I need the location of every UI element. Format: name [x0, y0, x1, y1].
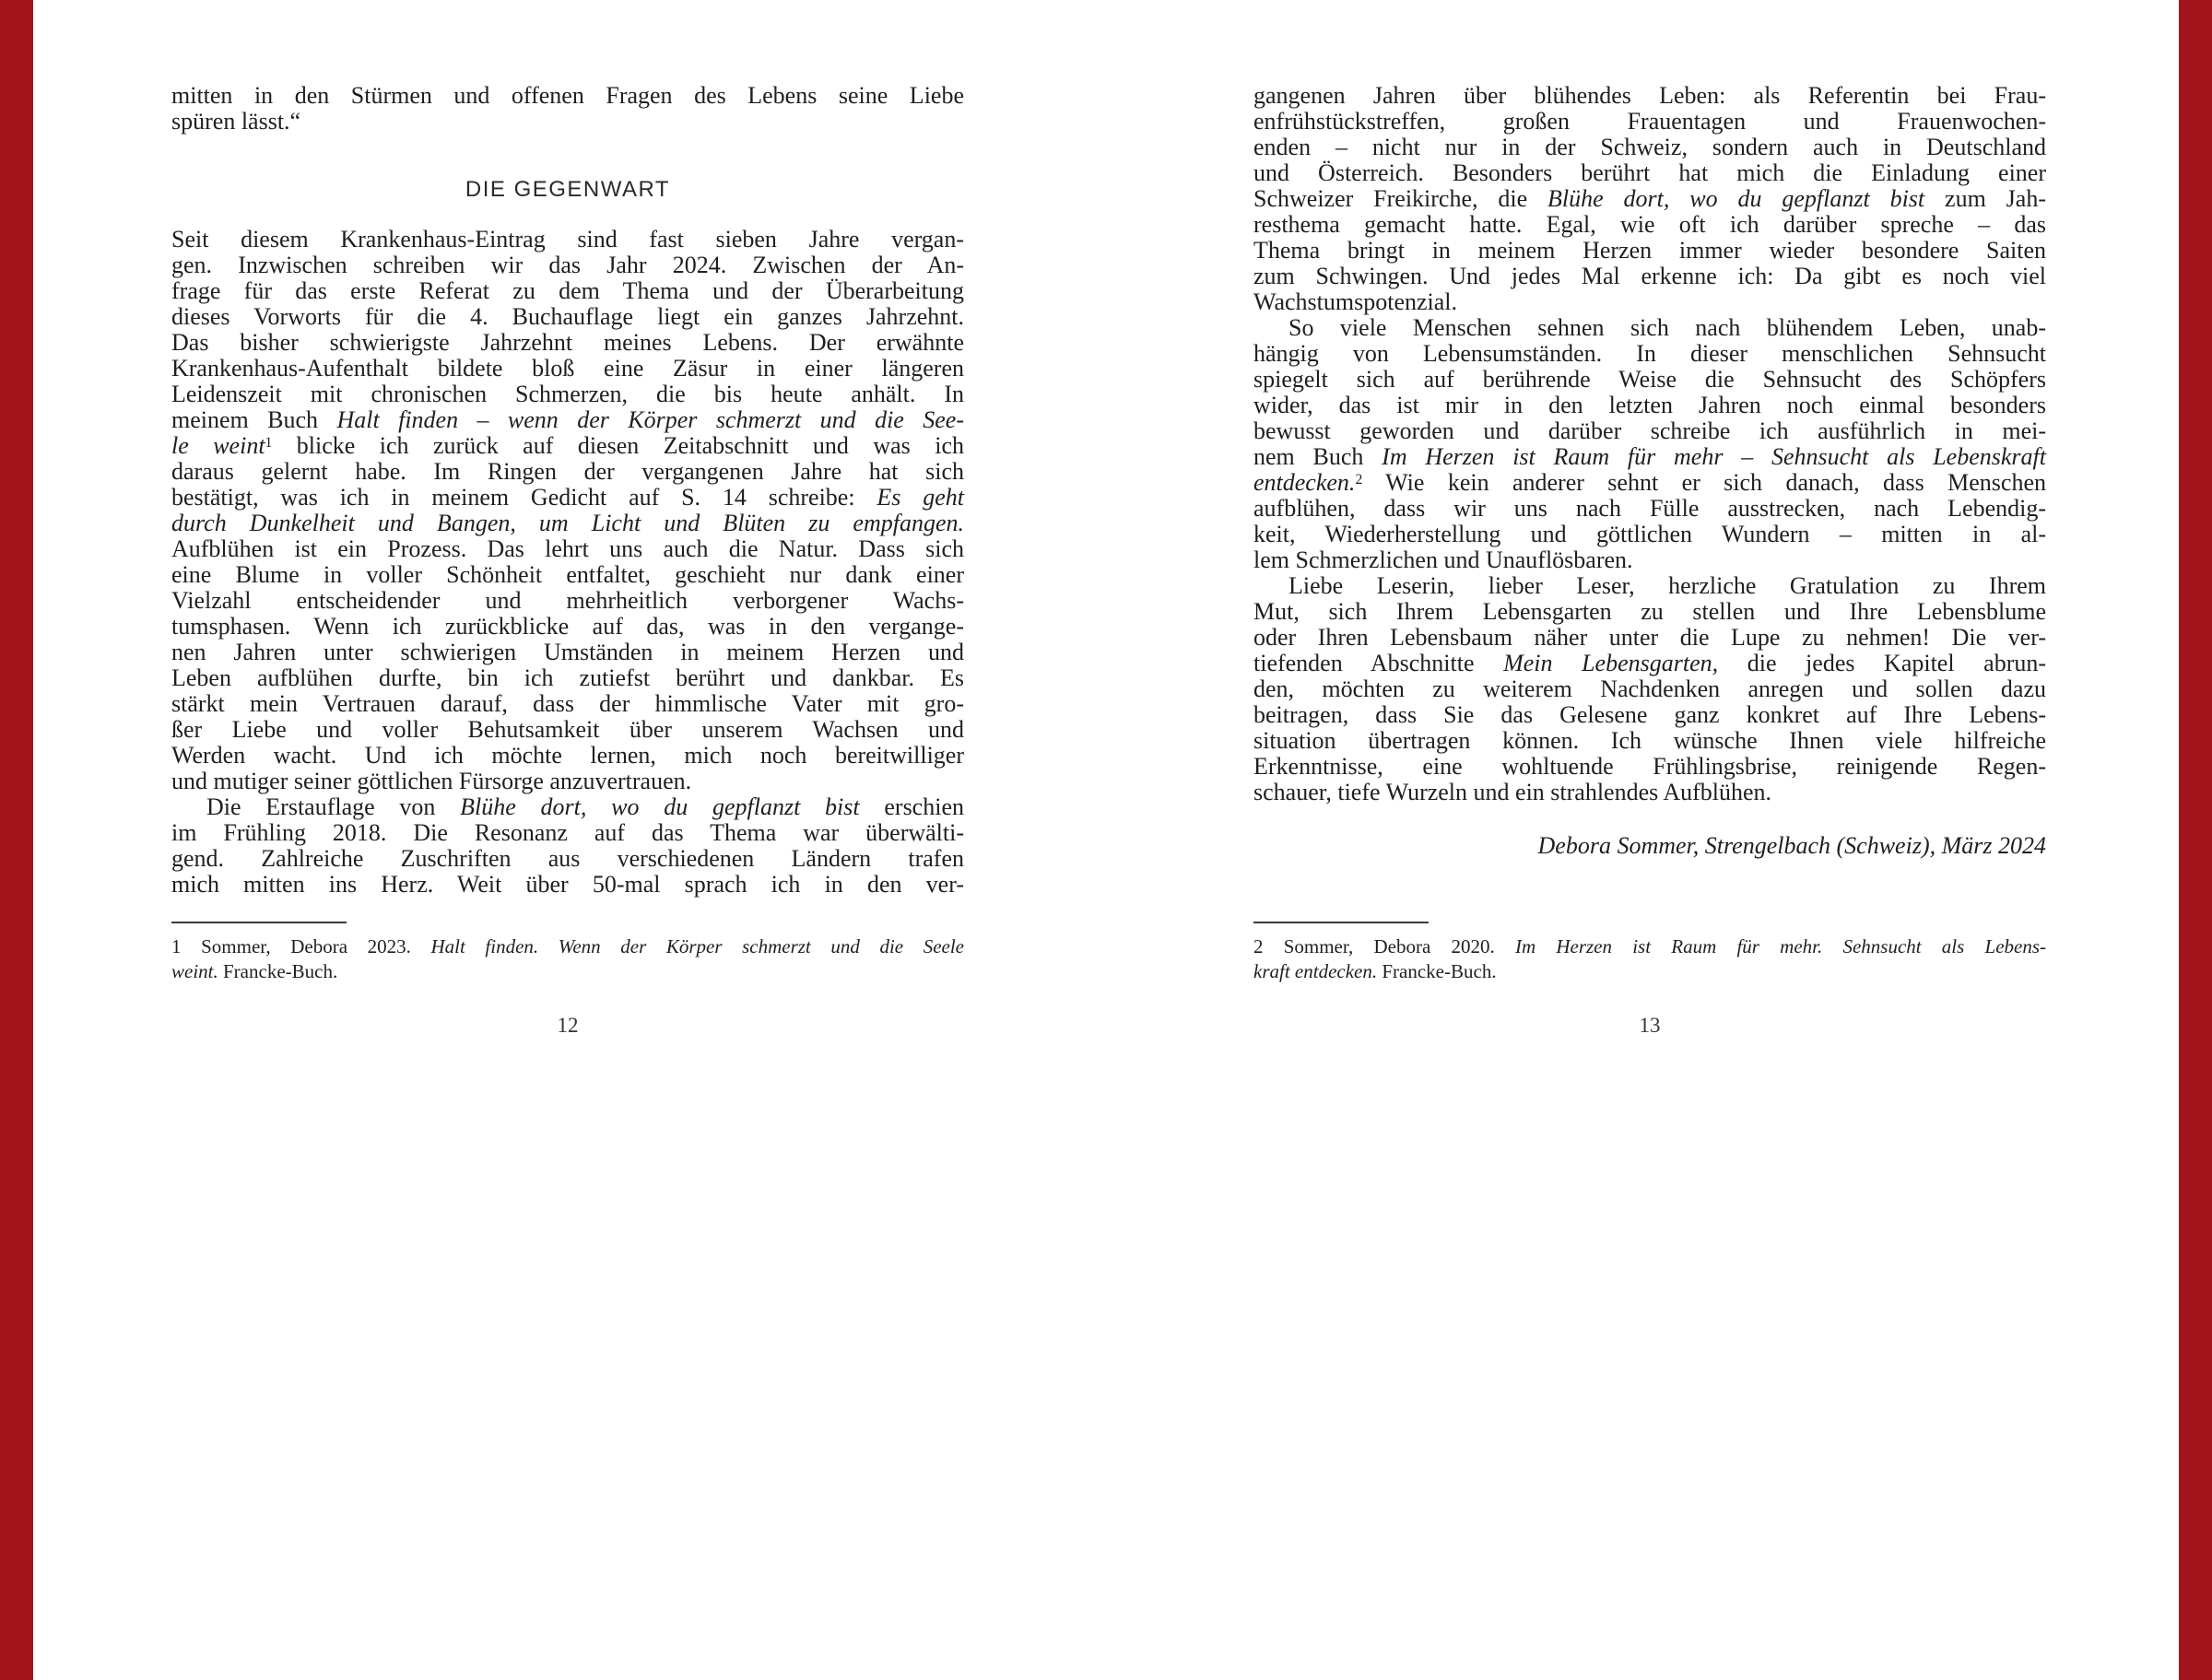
text-line: und mutiger seiner göttlichen Fürsorge anzuvertrauen. — [171, 768, 692, 794]
text-line: gangenen Jahren über blühendes Leben: als Referentin bei Frau- — [1253, 82, 2046, 109]
text-line: Leben aufblühen durfte, bin ich zutiefst berührt und dankbar. Es — [171, 664, 964, 691]
signature-line: Debora Sommer, Strengelbach (Schweiz), März 2024 — [1537, 832, 2046, 859]
paragraph — [1253, 83, 2046, 315]
italic-text: Blühe dort, wo du gepflanzt bist — [1547, 185, 1925, 212]
italic-text: le weint — [171, 432, 265, 459]
text-line: nem Buch Im Herzen ist Raum für mehr – Sehnsucht als Lebenskraft — [1253, 443, 2046, 470]
italic-text: weint. — [171, 960, 218, 982]
text-line: zum Schwingen. Und jedes Mal erkenne ich: Da gibt es noch viel — [1253, 263, 2046, 289]
text-line: schauer, tiefe Wurzeln und ein strahlendes Aufblühen. — [1253, 779, 1772, 805]
text-line: 1 Sommer, Debora 2023. Halt finden. Wenn der Körper schmerzt und die Seele — [171, 935, 964, 957]
text-line: dieses Vorworts für die 4. Buchauflage liegt ein ganzes Jahrzehnt. — [171, 303, 964, 330]
text-line: Werden wacht. Und ich möchte lernen, mich noch bereitwilliger — [171, 742, 964, 769]
page-body — [1253, 83, 2046, 859]
footnote-rule — [171, 922, 347, 923]
italic-text: Mein Lebensgarten, — [1503, 650, 1719, 676]
text-line: Mut, sich Ihrem Lebensgarten zu stellen und Ihre Lebensblume — [1253, 598, 2046, 625]
text-line: keit, Wiederherstellung und göttlichen Wundern – mitten in al- — [1253, 521, 2046, 547]
text-line: stärkt mein Vertrauen darauf, dass der himmlische Vater mit gro- — [171, 690, 964, 717]
text-line: enden – nicht nur in der Schweiz, sondern auch in Deutschland — [1253, 134, 2046, 160]
paragraph — [171, 83, 964, 135]
text-line: Liebe Leserin, lieber Leser, herzliche Gratulation zu Ihrem — [1288, 572, 2046, 599]
italic-text: Halt finden. Wenn der Körper schmerzt und die Seele — [430, 935, 964, 957]
footnote-lines — [1253, 934, 2046, 984]
page-left — [33, 0, 1106, 1680]
text-line: tumsphasen. Wenn ich zurückblicke auf das, was in den vergange- — [171, 613, 964, 640]
cover-edge-right — [2179, 0, 2212, 1680]
text-line: Schweizer Freikirche, die Blühe dort, wo du gepflanzt bist zum Jah- — [1253, 185, 2046, 212]
text-line: Die Erstauflage von Blühe dort, wo du gepflanzt bist erschien — [206, 793, 964, 820]
footnote-lines — [171, 934, 964, 984]
text-line: situation übertragen können. Ich wünsche Ihnen viele hilfreiche — [1253, 727, 2046, 754]
text-line: bestätigt, was ich in meinem Gedicht auf S. 14 schreibe: Es geht — [171, 484, 965, 511]
italic-text: Im Herzen ist Raum für mehr. Sehnsucht als Lebens- — [1514, 935, 2047, 957]
text-line: bewusst geworden und darüber schreibe ich ausführlich in mei- — [1253, 417, 2046, 444]
section-heading: DIE GEGENWART — [465, 177, 671, 202]
text-line: wider, das ist mir in den letzten Jahren noch einmal besonders — [1253, 392, 2046, 418]
text-line: kraft entdecken. Francke-Buch. — [1253, 960, 1497, 982]
text-line: Seit diesem Krankenhaus-Eintrag sind fast sieben Jahre vergan- — [171, 226, 964, 253]
text-line: Krankenhaus-Aufenthalt bildete bloß eine Zäsur in einer längeren — [171, 355, 964, 382]
text-line: gen. Inzwischen schreiben wir das Jahr 2024. Zwischen der An- — [171, 252, 964, 278]
text-line: lem Schmerzlichen und Unauflösbaren. — [1253, 546, 1633, 573]
text-line: Wachstumspotenzial. — [1253, 288, 1458, 315]
footnote-rule — [1253, 922, 1429, 923]
text-line: Aufblühen ist ein Prozess. Das lehrt uns auch die Natur. Dass sich — [171, 535, 964, 562]
text-line: gend. Zahlreiche Zuschriften aus verschiedenen Ländern trafen — [171, 845, 964, 872]
page-number: 12 — [557, 1014, 579, 1037]
page-body — [171, 83, 964, 898]
italic-text: Halt finden – wenn der Körper schmerzt und die See- — [336, 406, 964, 433]
text-line: Erkenntnisse, eine wohltuende Frühlingsbrise, reinigende Regen- — [1253, 753, 2046, 780]
text-line: daraus gelernt habe. Im Ringen der vergangenen Jahre hat sich — [171, 458, 964, 485]
text-line: nen Jahren unter schwierigen Umständen in meinem Herzen und — [171, 639, 964, 665]
text-line: frage für das erste Referat zu dem Thema und der Überarbeitung — [171, 277, 964, 304]
text-line: weint. Francke-Buch. — [171, 960, 338, 982]
text-line — [171, 511, 964, 536]
text-line: Thema bringt in meinem Herzen immer wieder besondere Saiten — [1253, 237, 2046, 264]
text-line: ßer Liebe und voller Behutsamkeit über unserem Wachsen und — [171, 716, 964, 743]
text-line: 2 Sommer, Debora 2020. Im Herzen ist Raum für mehr. Sehnsucht als Lebens- — [1253, 935, 2047, 957]
text-line: spiegelt sich auf berührende Weise die Sehnsucht des Schöpfers — [1253, 366, 2046, 393]
text-line: resthema gemacht hatte. Egal, wie oft ich darüber spreche – das — [1253, 211, 2046, 238]
text-line: aufblühen, dass wir uns nach Fülle ausstrecken, nach Lebendig- — [1253, 495, 2046, 522]
italic-text: kraft entdecken. — [1253, 960, 1378, 982]
text-line: enfrühstückstreffen, großen Frauentagen und Frauenwochen- — [1253, 108, 2046, 135]
italic-text: Es geht — [877, 484, 965, 511]
text-line: oder Ihren Lebensbaum näher unter die Lupe zu nehmen! Die ver- — [1253, 624, 2046, 651]
text-line: eine Blume in voller Schönheit entfaltet, geschieht nur dank einer — [171, 561, 964, 588]
italic-text: durch Dunkelheit und Bangen, um Licht und Blüten zu empfangen. — [171, 510, 964, 536]
footnote — [1253, 922, 2046, 984]
text-line: Das bisher schwierigste Jahrzehnt meines Lebens. Der erwähnte — [171, 329, 964, 356]
italic-text: entdecken. — [1253, 469, 1356, 496]
footnote — [171, 922, 964, 984]
footnote-marker: 1 — [265, 434, 273, 451]
italic-text: Im Herzen ist Raum für mehr – Sehnsucht als Lebenskraft — [1382, 443, 2046, 470]
text-line: hängig von Lebensumständen. In dieser menschlichen Sehnsucht — [1253, 340, 2046, 367]
text-line: mitten in den Stürmen und offenen Fragen des Lebens seine Liebe — [171, 82, 964, 109]
text-line: spüren lässt.“ — [171, 108, 301, 135]
footnote-marker: 2 — [1355, 471, 1363, 488]
italic-text: Blühe dort, wo du gepflanzt bist — [460, 793, 860, 820]
text-line: tiefenden Abschnitte Mein Lebensgarten, die jedes Kapitel abrun- — [1253, 650, 2047, 676]
text-line: Vielzahl entscheidender und mehrheitlich verborgener Wachs- — [171, 587, 964, 614]
paragraph — [171, 794, 964, 898]
text-line: beitragen, dass Sie das Gelesene ganz konkret auf Ihre Lebens- — [1253, 701, 2046, 728]
text-line: meinem Buch Halt finden – wenn der Körper schmerzt und die See- — [171, 406, 964, 433]
text-line: mich mitten ins Herz. Weit über 50-mal sprach ich in den ver- — [171, 871, 964, 898]
text-line: So viele Menschen sehnen sich nach blühendem Leben, unab- — [1288, 314, 2046, 341]
text-line: den, möchten zu weiterem Nachdenken anregen und sollen dazu — [1253, 676, 2046, 702]
page-right — [1106, 0, 2179, 1680]
paragraph — [1253, 573, 2046, 805]
text-line: entdecken.$^2$ Wie kein anderer sehnt er sich danach, dass Menschen — [1253, 469, 2046, 496]
paragraph — [171, 227, 964, 794]
cover-edge-left — [0, 0, 33, 1680]
text-line: und Österreich. Besonders berührt hat mich die Einladung einer — [1253, 159, 2046, 186]
text-line: Leidenszeit mit chronischen Schmerzen, die bis heute anhält. In — [171, 381, 964, 407]
paragraph — [1253, 315, 2046, 573]
text-line: le weint$^1$ blicke ich zurück auf diesen Zeitabschnitt und was ich — [171, 432, 964, 459]
text-line: im Frühling 2018. Die Resonanz auf das Thema war überwälti- — [171, 819, 964, 846]
page-number: 13 — [1639, 1014, 1661, 1037]
